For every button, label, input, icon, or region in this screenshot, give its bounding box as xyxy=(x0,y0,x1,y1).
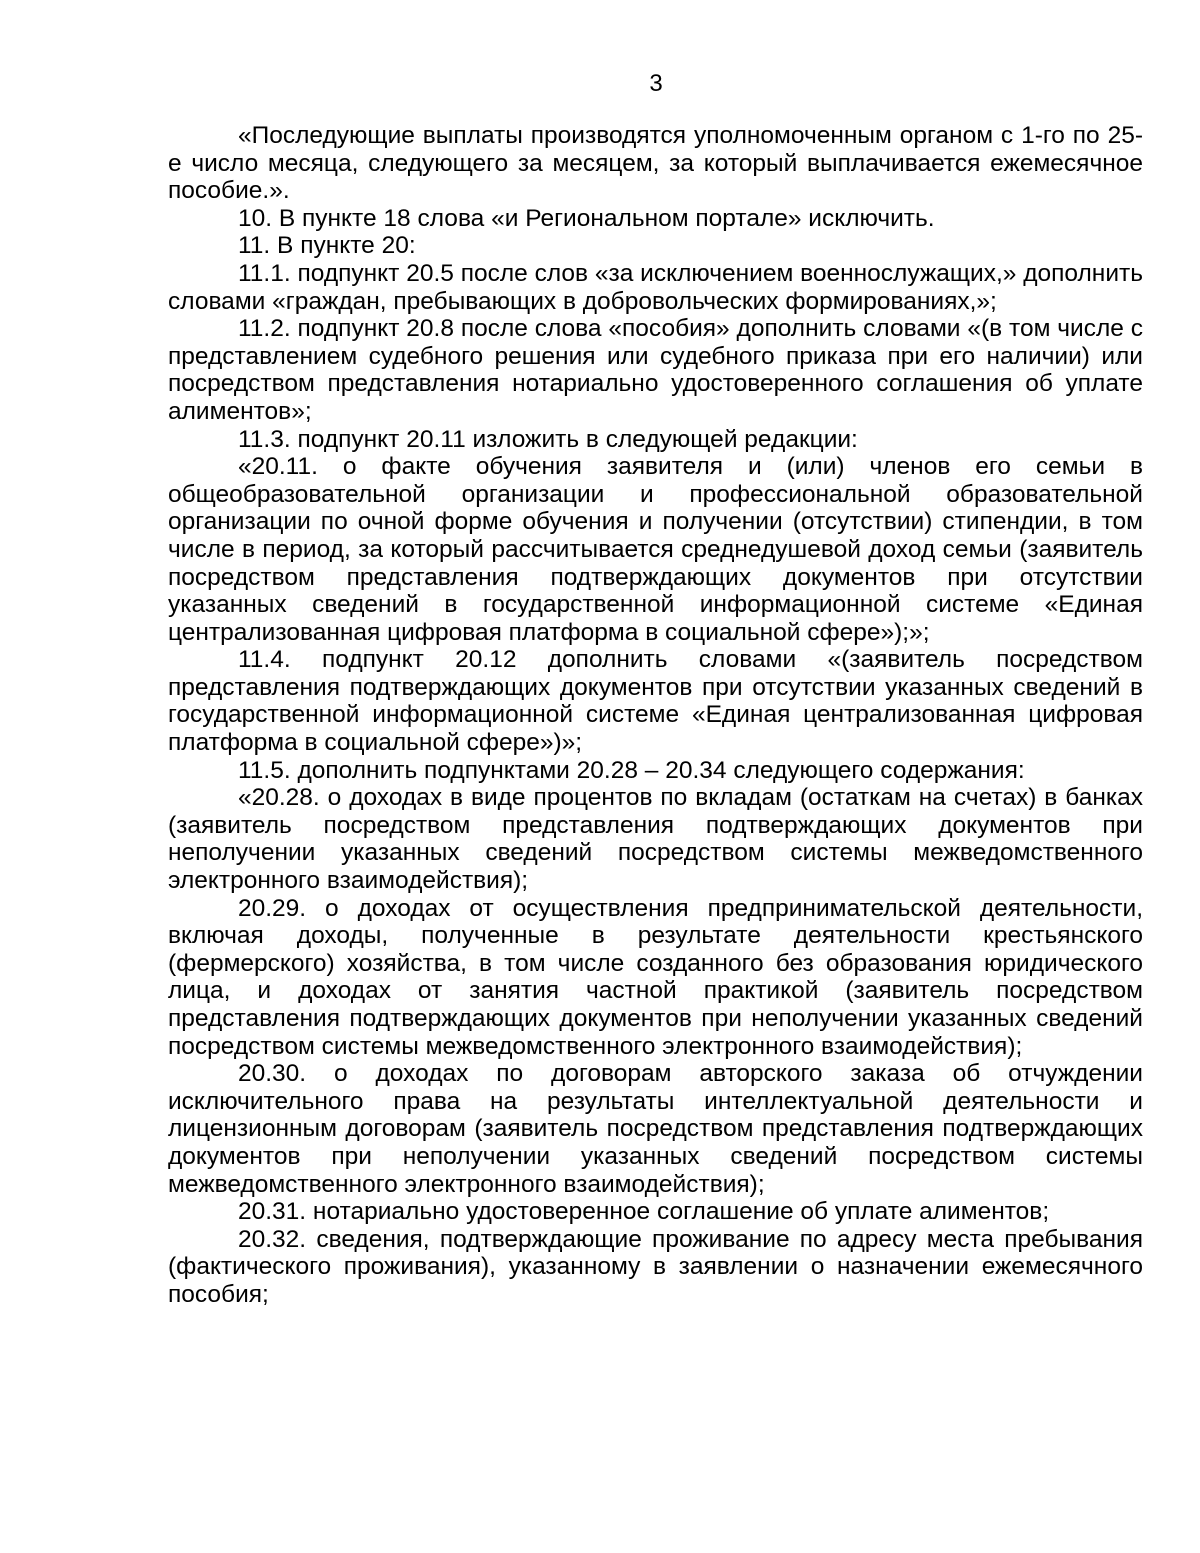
document-body xyxy=(168,122,1143,1309)
page-number: 3 xyxy=(649,70,663,97)
paragraph-item-11: 11. В пункте 20: xyxy=(238,232,416,260)
paragraph-payments-schedule: «Последующие выплаты производятся уполномоченным органом с 1-го по 25-е число месяца, следующего за месяцем, за который выплачивается ежемесячное пособие.». xyxy=(168,122,1143,205)
paragraph-subitem-20-31: 20.31. нотариально удостоверенное соглашение об уплате алиментов; xyxy=(238,1198,1050,1226)
paragraph-item-11-5: 11.5. дополнить подпунктами 20.28 – 20.34 следующего содержания: xyxy=(238,756,1025,784)
paragraph-item-11-3: 11.3. подпункт 20.11 изложить в следующей редакции: xyxy=(238,425,858,453)
paragraph-item-11-4: 11.4. подпункт 20.12 дополнить словами «(заявитель посредством представления подтверждающих документов при отсутствии указанных сведений в государственной информационной системе «Единая централизованная цифровая платформа в социальной сфере»)»; xyxy=(168,646,1143,757)
paragraph-item-11-2: 11.2. подпункт 20.8 после слова «пособия» дополнить словами «(в том числе с представлением судебного решения или судебного приказа при его наличии) или посредством представления нотариально удостоверенного соглашения об уплате алиментов»; xyxy=(168,315,1143,425)
paragraph-subitem-20-32: 20.32. сведения, подтверждающие проживание по адресу места пребывания (фактического проживания), указанному в заявлении о назначении ежемесячного пособия; xyxy=(168,1225,1143,1308)
paragraph-item-10: 10. В пункте 18 слова «и Региональном портале» исключить. xyxy=(238,204,935,232)
paragraph-subitem-20-28: «20.28. о доходах в виде процентов по вкладам (остаткам на счетах) в банках (заявитель посредством представления подтверждающих документов при неполучении указанных сведений посредством системы межведомственного электронного взаимодействия); xyxy=(168,784,1143,895)
paragraph-subitem-20-30: 20.30. о доходах по договорам авторского заказа об отчуждении исключительного права на результаты интеллектуальной деятельности и лицензионным договорам (заявитель посредством представления подтверждающих документов при неполучении указанных сведений посредством системы межведомственного электронного взаимодействия); xyxy=(168,1060,1143,1198)
paragraph-subitem-20-11: «20.11. о факте обучения заявителя и (или) членов его семьи в общеобразовательной организации и профессиональной образовательной организации по очной форме обучения и получении (отсутствии) стипендии, в том числе в период, за который рассчитывается среднедушевой доход семьи (заявитель посредством представления подтверждающих документов при отсутствии указанных сведений в государственной информационной системе «Единая централизованная цифровая платформа в социальной сфере»);»; xyxy=(168,453,1143,646)
paragraph-subitem-20-29: 20.29. о доходах от осуществления предпринимательской деятельности, включая доходы, полученные в результате деятельности крестьянского (фермерского) хозяйства, в том числе созданного без образования юридического лица, и доходах от занятия частной практикой (заявитель посредством представления подтверждающих документов при неполучении указанных сведений посредством системы межведомственного электронного взаимодействия); xyxy=(168,894,1143,1060)
paragraph-item-11-1: 11.1. подпункт 20.5 после слов «за исключением военнослужащих,» дополнить словами «граждан, пребывающих в добровольческих формированиях,»; xyxy=(168,259,1143,315)
